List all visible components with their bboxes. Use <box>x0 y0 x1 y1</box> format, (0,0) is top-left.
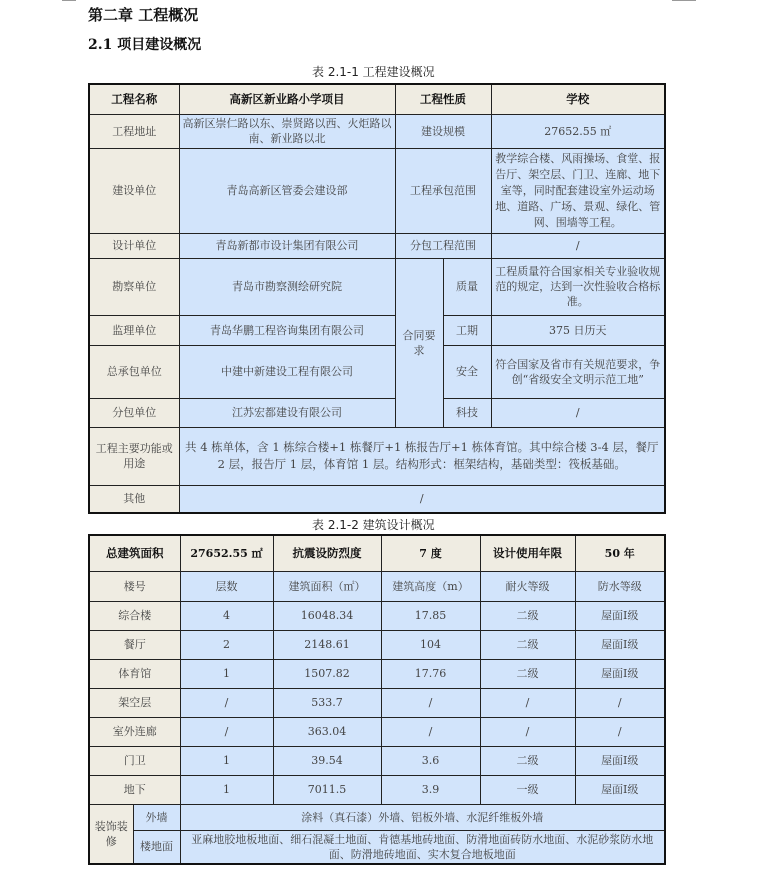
summary-design-life-value: 50 年 <box>575 535 665 571</box>
column-header: 建筑面积（㎡） <box>273 571 381 601</box>
fire-rating: 二级 <box>480 601 575 630</box>
summary-seismic-label: 抗震设防烈度 <box>273 535 381 571</box>
tech-value: / <box>491 398 665 427</box>
building-name: 架空层 <box>89 688 180 717</box>
height: / <box>381 717 480 746</box>
decoration-label: 装饰装修 <box>89 804 133 864</box>
height: 3.9 <box>381 775 480 804</box>
subscope-label: 分包工程范围 <box>395 233 491 258</box>
survey-value: 青岛市勘察测绘研究院 <box>179 258 395 315</box>
fire-rating: / <box>480 717 575 746</box>
building-name: 餐厅 <box>89 630 180 659</box>
building-name: 综合楼 <box>89 601 180 630</box>
waterproof-rating: / <box>575 717 665 746</box>
floors: 2 <box>180 630 273 659</box>
height: 104 <box>381 630 480 659</box>
table1-caption: 表 2.1-1 工程建设概况 <box>312 65 435 79</box>
waterproof-rating: / <box>575 688 665 717</box>
chapter-title: 第二章 工程概况 <box>88 6 199 24</box>
tech-label: 科技 <box>443 398 491 427</box>
floors: / <box>180 717 273 746</box>
table-row <box>89 775 665 804</box>
summary-total-area-label: 总建筑面积 <box>89 535 180 571</box>
address-value: 高新区崇仁路以东、崇贤路以西、火炬路以南、新业路以北 <box>179 114 395 148</box>
building-design-table <box>88 534 666 865</box>
column-header: 防水等级 <box>575 571 665 601</box>
safety-value: 符合国家及省市有关规范要求，争创“省级安全文明示范工地” <box>491 345 665 398</box>
survey-label: 勘察单位 <box>89 258 179 315</box>
floor-value: 亚麻地胶地板地面、细石混凝土地面、肯德基地砖地面、防滑地面砖防水地面、水泥砂浆防水地面、防滑地砖地面、实木复合地板地面 <box>180 830 665 864</box>
waterproof-rating: 屋面Ⅰ级 <box>575 659 665 688</box>
quality-value: 工程质量符合国家相关专业验收规范的规定，达到一次性验收合格标准。 <box>491 258 665 315</box>
scope-label: 工程承包范围 <box>395 148 491 233</box>
general-contractor-label: 总承包单位 <box>89 345 179 398</box>
height: 17.85 <box>381 601 480 630</box>
scope-value: 教学综合楼、风雨操场、食堂、报告厅、架空层、门卫、连廊、地下室等，同时配套建设室外运动场地、道路、广场、景观、绿化、管网、围墙等工程。 <box>491 148 665 233</box>
project-nature-label: 工程性质 <box>395 84 491 114</box>
subcontractor-label: 分包单位 <box>89 398 179 427</box>
waterproof-rating: 屋面Ⅰ级 <box>575 601 665 630</box>
exterior-wall-label: 外墙 <box>133 804 180 830</box>
area: 363.04 <box>273 717 381 746</box>
section-title: 2.1 项目建设概况 <box>88 37 202 53</box>
exterior-wall-value: 涂料（真石漆）外墙、铝板外墙、水泥纤维板外墙 <box>180 804 665 830</box>
table-row <box>89 688 665 717</box>
table-row <box>89 659 665 688</box>
area: 2148.61 <box>273 630 381 659</box>
fire-rating: 二级 <box>480 630 575 659</box>
summary-total-area-value: 27652.55 ㎡ <box>180 535 273 571</box>
supervisor-value: 青岛华鹏工程咨询集团有限公司 <box>179 315 395 345</box>
supervisor-label: 监理单位 <box>89 315 179 345</box>
column-header: 建筑高度（m） <box>381 571 480 601</box>
floors: 4 <box>180 601 273 630</box>
table-row <box>89 746 665 775</box>
page-edge-mark-left <box>62 0 76 1</box>
waterproof-rating: 屋面Ⅰ级 <box>575 630 665 659</box>
floors: / <box>180 688 273 717</box>
column-header: 层数 <box>180 571 273 601</box>
table-row <box>89 630 665 659</box>
address-label: 工程地址 <box>89 114 179 148</box>
height: 3.6 <box>381 746 480 775</box>
fire-rating: 二级 <box>480 746 575 775</box>
page-edge-mark-right <box>672 0 696 1</box>
column-header: 耐火等级 <box>480 571 575 601</box>
table2-caption: 表 2.1-2 建筑设计概况 <box>312 518 435 532</box>
building-name: 地下 <box>89 775 180 804</box>
general-contractor-value: 中建中新建设工程有限公司 <box>179 345 395 398</box>
floor-label: 楼地面 <box>133 830 180 864</box>
function-value: 共 4 栋单体，含 1 栋综合楼+1 栋餐厅+1 栋报告厅+1 栋体育馆。其中综合楼 3-4 层，餐厅 2 层，报告厅 1 层，体育馆 1 层。结构形式：框架结构，基础类型：筏板基础。 <box>179 427 665 485</box>
fire-rating: 一级 <box>480 775 575 804</box>
waterproof-rating: 屋面Ⅰ级 <box>575 775 665 804</box>
height: 17.76 <box>381 659 480 688</box>
summary-seismic-value: 7 度 <box>381 535 480 571</box>
safety-label: 安全 <box>443 345 491 398</box>
project-nature-value: 学校 <box>491 84 665 114</box>
table-row <box>89 601 665 630</box>
area: 7011.5 <box>273 775 381 804</box>
designer-value: 青岛新都市设计集团有限公司 <box>179 233 395 258</box>
fire-rating: 二级 <box>480 659 575 688</box>
function-label: 工程主要功能或用途 <box>89 427 179 485</box>
period-value: 375 日历天 <box>491 315 665 345</box>
floors: 1 <box>180 746 273 775</box>
owner-label: 建设单位 <box>89 148 179 233</box>
fire-rating: / <box>480 688 575 717</box>
summary-design-life-label: 设计使用年限 <box>480 535 575 571</box>
other-label: 其他 <box>89 485 179 513</box>
subcontractor-value: 江苏宏都建设有限公司 <box>179 398 395 427</box>
project-name-value: 高新区新业路小学项目 <box>179 84 395 114</box>
designer-label: 设计单位 <box>89 233 179 258</box>
quality-label: 质量 <box>443 258 491 315</box>
area: 39.54 <box>273 746 381 775</box>
waterproof-rating: 屋面Ⅰ级 <box>575 746 665 775</box>
floors: 1 <box>180 775 273 804</box>
building-name: 体育馆 <box>89 659 180 688</box>
floors: 1 <box>180 659 273 688</box>
height: / <box>381 688 480 717</box>
owner-value: 青岛高新区管委会建设部 <box>179 148 395 233</box>
project-overview-table <box>88 83 666 514</box>
area: 533.7 <box>273 688 381 717</box>
area: 16048.34 <box>273 601 381 630</box>
column-header: 楼号 <box>89 571 180 601</box>
scale-value: 27652.55 ㎡ <box>491 114 665 148</box>
table-row <box>89 717 665 746</box>
building-name: 室外连廊 <box>89 717 180 746</box>
area: 1507.82 <box>273 659 381 688</box>
scale-label: 建设规模 <box>395 114 491 148</box>
contract-label: 合同要求 <box>395 258 443 427</box>
other-value: / <box>179 485 665 513</box>
period-label: 工期 <box>443 315 491 345</box>
building-name: 门卫 <box>89 746 180 775</box>
subscope-value: / <box>491 233 665 258</box>
project-name-label: 工程名称 <box>89 84 179 114</box>
table-header-row <box>89 571 665 601</box>
